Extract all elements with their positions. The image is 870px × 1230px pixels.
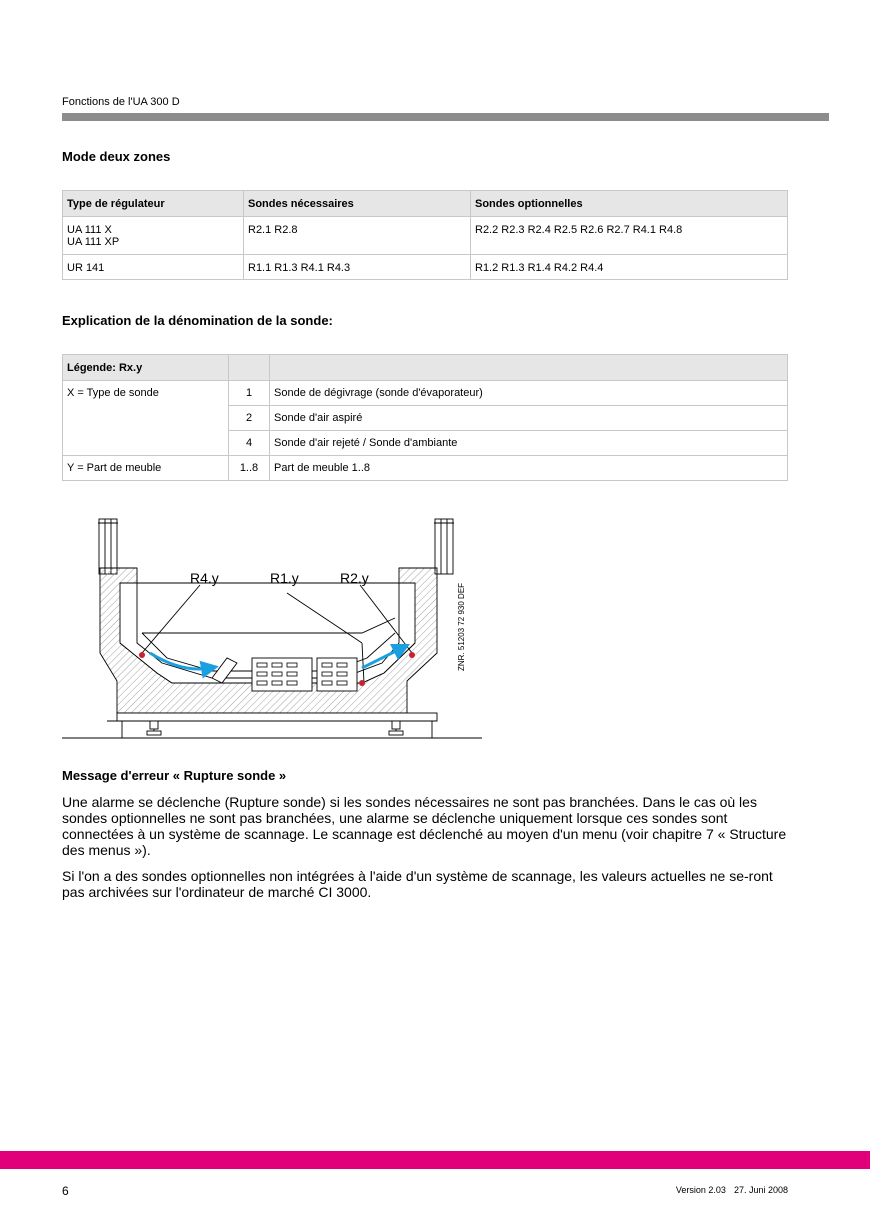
paragraph-1: Une alarme se déclenche (Rupture sonde) si les sondes nécessaires ne sont pas branchées. Dans le cas où les sondes optionnelles ne sont pas branchées, une alarme se déclenche uniquement lorsque ces sondes sont connectées à un système de scannage. Le scannage est déclenché au moyen d'un menu (voir chapitre 7 « Structure des menus »). xyxy=(62,794,787,858)
label-r4: R4.y xyxy=(190,570,219,586)
label-r2: R2.y xyxy=(340,570,369,586)
table-cell: X = Type de sonde xyxy=(63,381,229,456)
probe-r2 xyxy=(409,652,415,658)
table-cell: 2 xyxy=(229,406,270,431)
section-heading-legend: Explication de la dénomination de la sonde: xyxy=(62,313,333,328)
table-cell: Sonde de dégivrage (sonde d'évaporateur) xyxy=(270,381,788,406)
table-header-row xyxy=(63,355,788,381)
table-cell: 1..8 xyxy=(229,456,270,481)
table-cell: Part de meuble 1..8 xyxy=(270,456,788,481)
version-date: 27. Juni 2008 xyxy=(733,1185,788,1195)
table-cell: R1.2 R1.3 R1.4 R4.2 R4.4 xyxy=(471,255,788,280)
section-heading-two-zones: Mode deux zones xyxy=(62,149,171,164)
column-header xyxy=(270,355,788,381)
table-row xyxy=(63,217,788,255)
legend-table xyxy=(62,354,788,481)
section-heading-error: Message d'erreur « Rupture sonde » xyxy=(62,768,287,783)
footer-bar xyxy=(0,1151,870,1169)
paragraph-2: Si l'on a des sondes optionnelles non intégrées à l'aide d'un système de scannage, les valeurs actuelles ne se-ront pas archivées sur l'ordinateur de marché CI 3000. xyxy=(62,868,773,900)
column-header xyxy=(229,355,270,381)
column-header: Sondes optionnelles xyxy=(471,191,788,217)
column-header: Type de régulateur xyxy=(63,191,244,217)
table-row xyxy=(63,381,788,406)
table-cell: R2.2 R2.3 R2.4 R2.5 R2.6 R2.7 R4.1 R4.8 xyxy=(471,217,788,255)
version-info xyxy=(668,1185,788,1195)
table-cell: 4 xyxy=(229,431,270,456)
table-cell: Y = Part de meuble xyxy=(63,456,229,481)
table-cell: R2.1 R2.8 xyxy=(244,217,471,255)
label-r1: R1.y xyxy=(270,570,299,586)
table-row xyxy=(63,456,788,481)
regulator-table xyxy=(62,190,788,280)
case-outline xyxy=(62,519,482,738)
header-divider xyxy=(62,113,829,121)
table-cell: UA 111 X UA 111 XP xyxy=(63,217,244,255)
probe-r4 xyxy=(139,652,145,658)
header-title: Fonctions de l'UA 300 D xyxy=(62,96,180,108)
table-row xyxy=(63,255,788,280)
table-header-row xyxy=(63,191,788,217)
page-number: 6 xyxy=(62,1184,69,1198)
table-cell: UR 141 xyxy=(63,255,244,280)
table-cell: R1.1 R1.3 R4.1 R4.3 xyxy=(244,255,471,280)
table-cell: Sonde d'air rejeté / Sonde d'ambiante xyxy=(270,431,788,456)
table-cell: 1 xyxy=(229,381,270,406)
column-header: Sondes nécessaires xyxy=(244,191,471,217)
table-cell: Sonde d'air aspiré xyxy=(270,406,788,431)
drawing-reference: ZNR. 51203 72 930 DEF xyxy=(457,582,466,671)
display-case-diagram xyxy=(62,513,487,748)
version-number: Version 2.03 xyxy=(675,1185,726,1195)
column-header: Légende: Rx.y xyxy=(63,355,229,381)
probe-r1 xyxy=(359,680,365,686)
